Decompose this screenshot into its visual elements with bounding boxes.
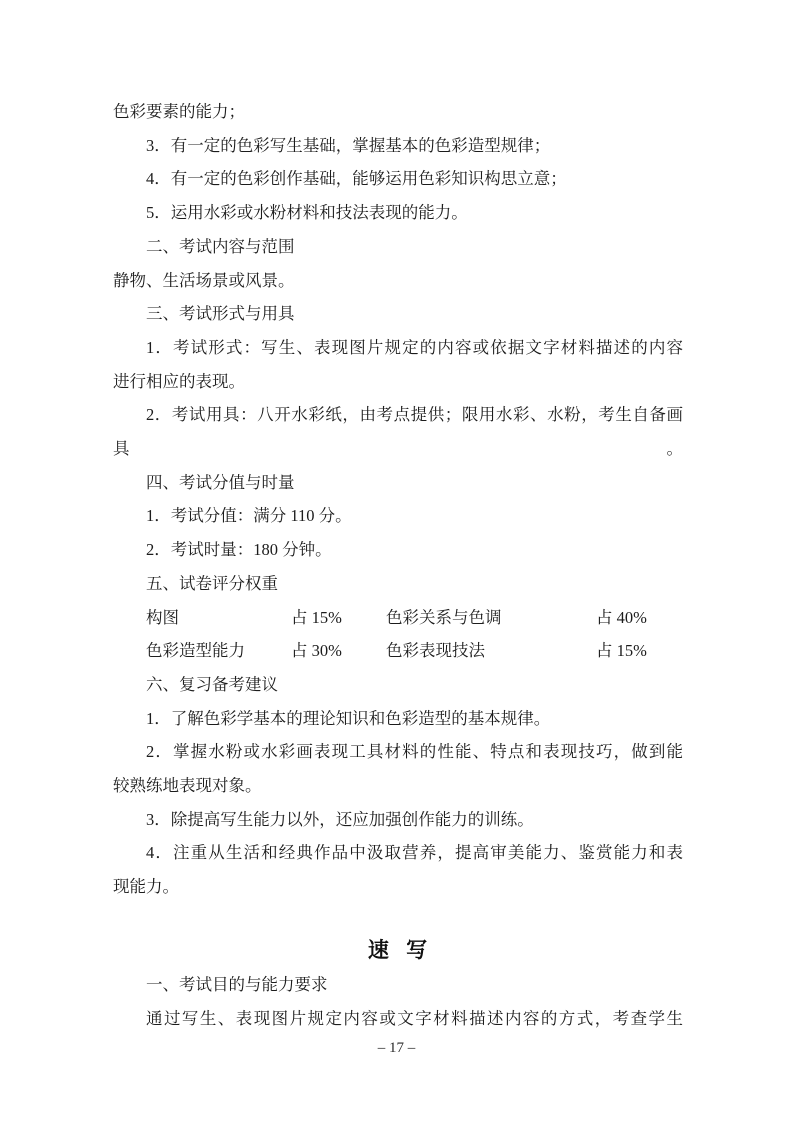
page-number: – 17 –: [377, 1040, 416, 1056]
page-content: [113, 95, 683, 1035]
weight-value: 占 40%: [596, 607, 647, 627]
section-title-exam-purpose: 一、考试目的与能力要求: [146, 974, 328, 994]
weight-item-label: 构图: [146, 607, 179, 627]
weight-item-label: 色彩关系与色调: [386, 607, 502, 627]
body-line: 色彩要素的能力；: [113, 102, 245, 121]
body-line: 2．考试用具：八开水彩纸，由考点提供；限用水彩、水粉，考生自备画具。: [113, 405, 683, 459]
body-line: 较熟练地表现对象。: [113, 776, 262, 796]
weight-value: 占 30%: [291, 641, 342, 661]
body-line: 3．有一定的色彩写生基础，掌握基本的色彩造型规律；: [146, 135, 551, 155]
section-title-score-time: 四、考试分值与时量: [146, 472, 295, 492]
body-line: 现能力。: [113, 877, 179, 897]
body-line: 2．掌握水粉或水彩画表现工具材料的性能、特点和表现技巧，做到能: [146, 742, 683, 762]
body-line: 3．除提高写生能力以外，还应加强创作能力的训练。: [146, 809, 534, 829]
body-line: 通过写生、表现图片规定内容或文字材料描述内容的方式，考查学生: [146, 1008, 683, 1028]
body-line: 5．运用水彩或水粉材料和技法表现的能力。: [146, 203, 468, 223]
body-line: 4．注重从生活和经典作品中汲取营养，提高审美能力、鉴赏能力和表: [146, 843, 683, 863]
section-title-exam-format: 三、考试形式与用具: [146, 304, 295, 324]
section-heading-sketch: 速 写: [367, 938, 429, 962]
weight-item-label: 色彩表现技法: [386, 641, 485, 661]
body-line: 静物、生活场景或风景。: [113, 270, 295, 290]
scoring-weights-table: [113, 601, 683, 668]
table-row: [113, 634, 683, 668]
body-line: 1．了解色彩学基本的理论知识和色彩造型的基本规律。: [146, 708, 551, 728]
body-line: 进行相应的表现。: [113, 371, 245, 391]
section-title-scoring-weights: 五、试卷评分权重: [146, 573, 278, 593]
body-line: 1．考试形式：写生、表现图片规定的内容或依据文字材料描述的内容: [146, 337, 683, 357]
table-row: [113, 601, 683, 635]
weight-value: 占 15%: [596, 641, 647, 661]
body-line: 2．考试时量：180 分钟。: [146, 540, 332, 560]
section-title-review-advice: 六、复习备考建议: [146, 674, 278, 694]
section-title-exam-content: 二、考试内容与范围: [146, 236, 295, 256]
weight-item-label: 色彩造型能力: [146, 641, 245, 661]
body-line: 1．考试分值：满分 110 分。: [146, 506, 352, 526]
weight-value: 占 15%: [291, 607, 342, 627]
body-line: 4．有一定的色彩创作基础，能够运用色彩知识构思立意；: [146, 169, 567, 189]
